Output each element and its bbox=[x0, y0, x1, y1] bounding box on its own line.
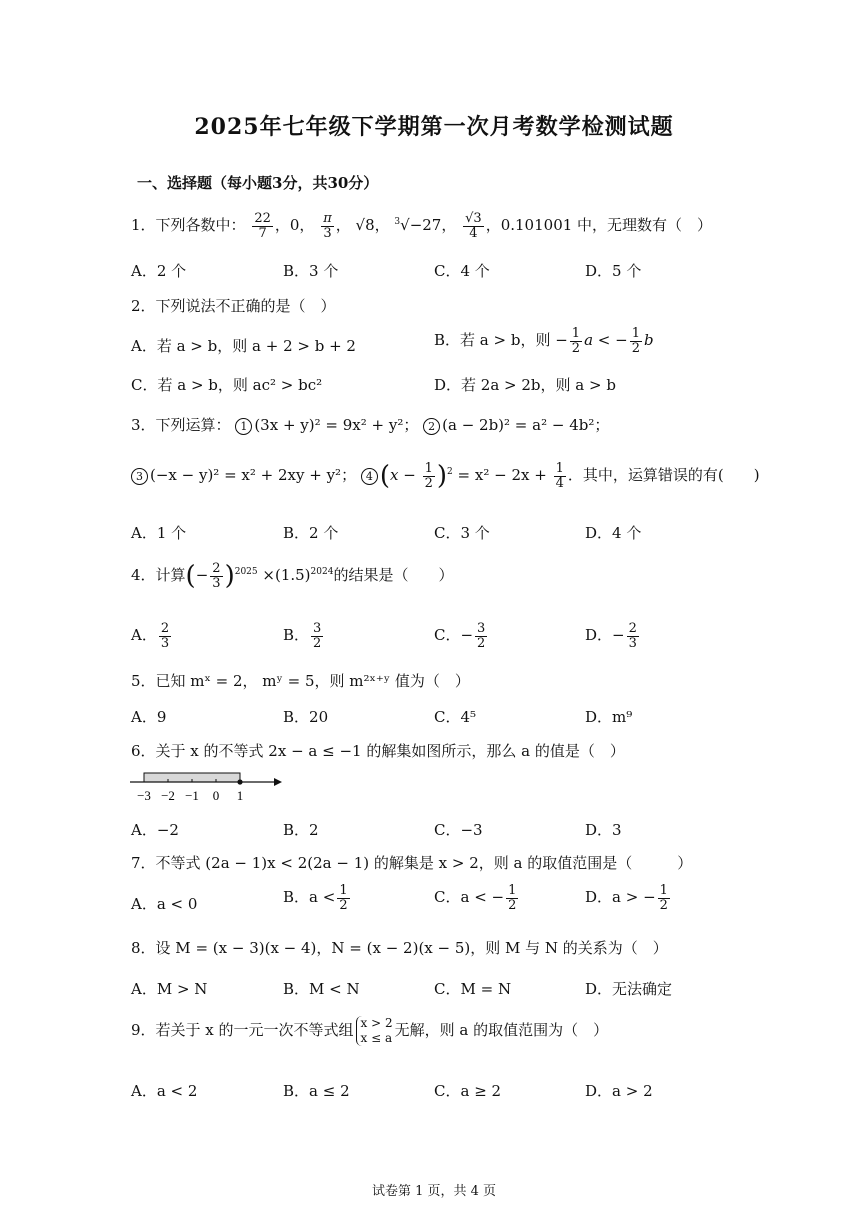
q3-expr-1: (3x + y)² = 9x² + y²； bbox=[254, 416, 419, 434]
q8-option-b[interactable]: B．M < N bbox=[283, 980, 360, 998]
q4-option-d[interactable]: D．− $\frac{2}{3}$ bbox=[585, 621, 637, 651]
circle-2: 2 bbox=[423, 418, 440, 435]
tick-label: −1 bbox=[185, 788, 199, 803]
q5-option-c[interactable]: C．4⁵ bbox=[434, 708, 477, 726]
q8-option-c[interactable]: C．M = N bbox=[434, 980, 512, 998]
circle-3: 3 bbox=[131, 468, 148, 485]
q3-stem: 3．下列运算： bbox=[131, 416, 231, 434]
q3-expr-3: (−x − y)² = x² + 2xy + y²； bbox=[150, 466, 357, 485]
q4-option-a[interactable]: A． $\frac{2}{3}$ bbox=[131, 621, 170, 651]
q4-option-b[interactable]: B． $\frac{3}{2}$ bbox=[283, 621, 322, 651]
page-title: 2025年七年级下学期第一次月考数学检测试题 bbox=[194, 114, 674, 140]
frac-sqrt3-4: $\frac{√3}{4}$ bbox=[465, 211, 482, 241]
axis-arrow bbox=[274, 778, 282, 786]
q3-option-a[interactable]: A．1 个 bbox=[131, 524, 187, 542]
q2-option-b[interactable]: B．若 a > b，则 − $\frac{1}{2}$ a < − $\frac{1}{2}$ b bbox=[434, 326, 654, 356]
q3-option-c[interactable]: C．3 个 bbox=[434, 524, 490, 542]
q4-stem-post: 的结果是（ ） bbox=[333, 566, 454, 585]
tick-label: −3 bbox=[137, 788, 151, 803]
question-7-stem: 7．不等式 (2a − 1)x < 2(2a − 1) 的解集是 x > 2，则 a 的取值范围是（ ） bbox=[131, 854, 693, 872]
tick-label: 1 bbox=[236, 788, 244, 803]
q5-option-b[interactable]: B．20 bbox=[283, 708, 329, 726]
q2-option-d[interactable]: D．若 2a > 2b，则 a > b bbox=[434, 376, 616, 394]
q6-option-a[interactable]: A．−2 bbox=[131, 821, 179, 839]
page-footer: 试卷第 1 页，共 4 页 bbox=[371, 1184, 497, 1199]
q9-option-c[interactable]: C．a ≥ 2 bbox=[434, 1082, 502, 1100]
q4-option-c[interactable]: C．− $\frac{3}{2}$ bbox=[434, 621, 486, 651]
q2-b-pre: B．若 a > b，则 − bbox=[434, 331, 568, 350]
q4-stem-pre: 4．计算 bbox=[131, 566, 186, 585]
question-4-stem: 4．计算(− $\frac{2}{3}$ )$^{2025} \times(1.5)^{2024}$的结果是（ ） bbox=[131, 561, 454, 592]
q9-option-d[interactable]: D．a > 2 bbox=[585, 1082, 653, 1100]
tick-label: 0 bbox=[212, 788, 220, 803]
q9-option-a[interactable]: A．a < 2 bbox=[131, 1082, 198, 1100]
q2-option-a[interactable]: A．若 a > b，则 a + 2 > b + 2 bbox=[131, 337, 356, 355]
q3-option-d[interactable]: D．4 个 bbox=[585, 524, 642, 542]
q6-option-b[interactable]: B．2 bbox=[283, 821, 319, 839]
question-3-line2: 3 (−x − y)² = x² + 2xy + y²； 4 (x − $\frac{1}{2}$ )$^2$ = x² − 2x + $\frac{1}{4}$ ．其中，运算错误的有( ) bbox=[131, 462, 760, 490]
question-8-stem: 8．设 M = (x − 3)(x − 4)，N = (x − 2)(x − 5)，则 M 与 N 的关系为（ ） bbox=[131, 939, 668, 957]
q3-expr-4-post: ．其中，运算错误的有( ) bbox=[567, 466, 760, 485]
circle-4: 4 bbox=[361, 468, 378, 485]
question-3-stem bbox=[131, 414, 609, 435]
q8-option-a[interactable]: A．M > N bbox=[131, 980, 208, 998]
q1-option-b[interactable]: B．3 个 bbox=[283, 262, 339, 280]
q1-option-c[interactable]: C．4 个 bbox=[434, 262, 490, 280]
q8-option-d[interactable]: D．无法确定 bbox=[585, 980, 673, 998]
q3-option-b[interactable]: B．2 个 bbox=[283, 524, 339, 542]
q1-stem-post: ，0.101001 中，无理数有（ ） bbox=[485, 216, 713, 235]
sqrt-8: √8 bbox=[355, 216, 375, 235]
question-2-stem: 2．下列说法不正确的是（ ） bbox=[131, 297, 336, 315]
question-5-stem: 5．已知 mˣ = 2， mʸ = 5，则 m²ˣ⁺ʸ 值为（ ） bbox=[131, 672, 470, 690]
q2-option-c[interactable]: C．若 a > b，则 ac² > bc² bbox=[131, 376, 323, 394]
q9-stem-pre: 9．若关于 x 的一元一次不等式组 bbox=[131, 1021, 354, 1039]
q5-option-d[interactable]: D．m⁹ bbox=[585, 708, 633, 726]
cbrt-neg27: $^3$√−27 bbox=[394, 216, 442, 235]
question-6-stem: 6．关于 x 的不等式 2x − a ≤ −1 的解集如图所示，那么 a 的值是（ ） bbox=[131, 742, 625, 760]
q6-option-c[interactable]: C．−3 bbox=[434, 821, 483, 839]
q1-stem-pre: 1．下列各数中： bbox=[131, 216, 246, 235]
frac-22-7: $\frac{22}{7}$ bbox=[254, 211, 271, 241]
q7-option-a[interactable]: A．a < 0 bbox=[131, 895, 198, 913]
q1-option-a[interactable]: A．2 个 bbox=[131, 262, 187, 280]
tick-label: −2 bbox=[161, 788, 175, 803]
q7-option-c[interactable]: C．a < − $\frac{1}{2}$ bbox=[434, 883, 517, 913]
number-line bbox=[128, 770, 288, 806]
inequality-system: x > 2 x ≤ a bbox=[356, 1016, 393, 1046]
q7-option-d[interactable]: D．a > − $\frac{1}{2}$ bbox=[585, 883, 668, 913]
q3-expr-2: (a − 2b)² = a² − 4b²； bbox=[442, 416, 610, 434]
q1-option-d[interactable]: D．5 个 bbox=[585, 262, 642, 280]
q9-option-b[interactable]: B．a ≤ 2 bbox=[283, 1082, 350, 1100]
circle-1: 1 bbox=[235, 418, 252, 435]
frac-pi-3: $\frac{\pi}{3}$ bbox=[323, 211, 332, 241]
question-9-stem bbox=[131, 1016, 608, 1046]
q5-option-a[interactable]: A．9 bbox=[131, 708, 167, 726]
q7-option-b[interactable]: B．a < $\frac{1}{2}$ bbox=[283, 883, 348, 913]
section-heading: 一、选择题（每小题3分，共30分） bbox=[137, 174, 379, 192]
q9-stem-post: 无解，则 a 的取值范围为（ ） bbox=[394, 1021, 609, 1039]
question-1-stem: 1．下列各数中： $\frac{22}{7}$ ，0， $\frac{\pi}{3}$ ， √8， $^3$√−27， $\frac{√3}{4}$ ，0.101001 中，无理数有（ ） bbox=[131, 211, 713, 241]
q6-option-d[interactable]: D．3 bbox=[585, 821, 622, 839]
